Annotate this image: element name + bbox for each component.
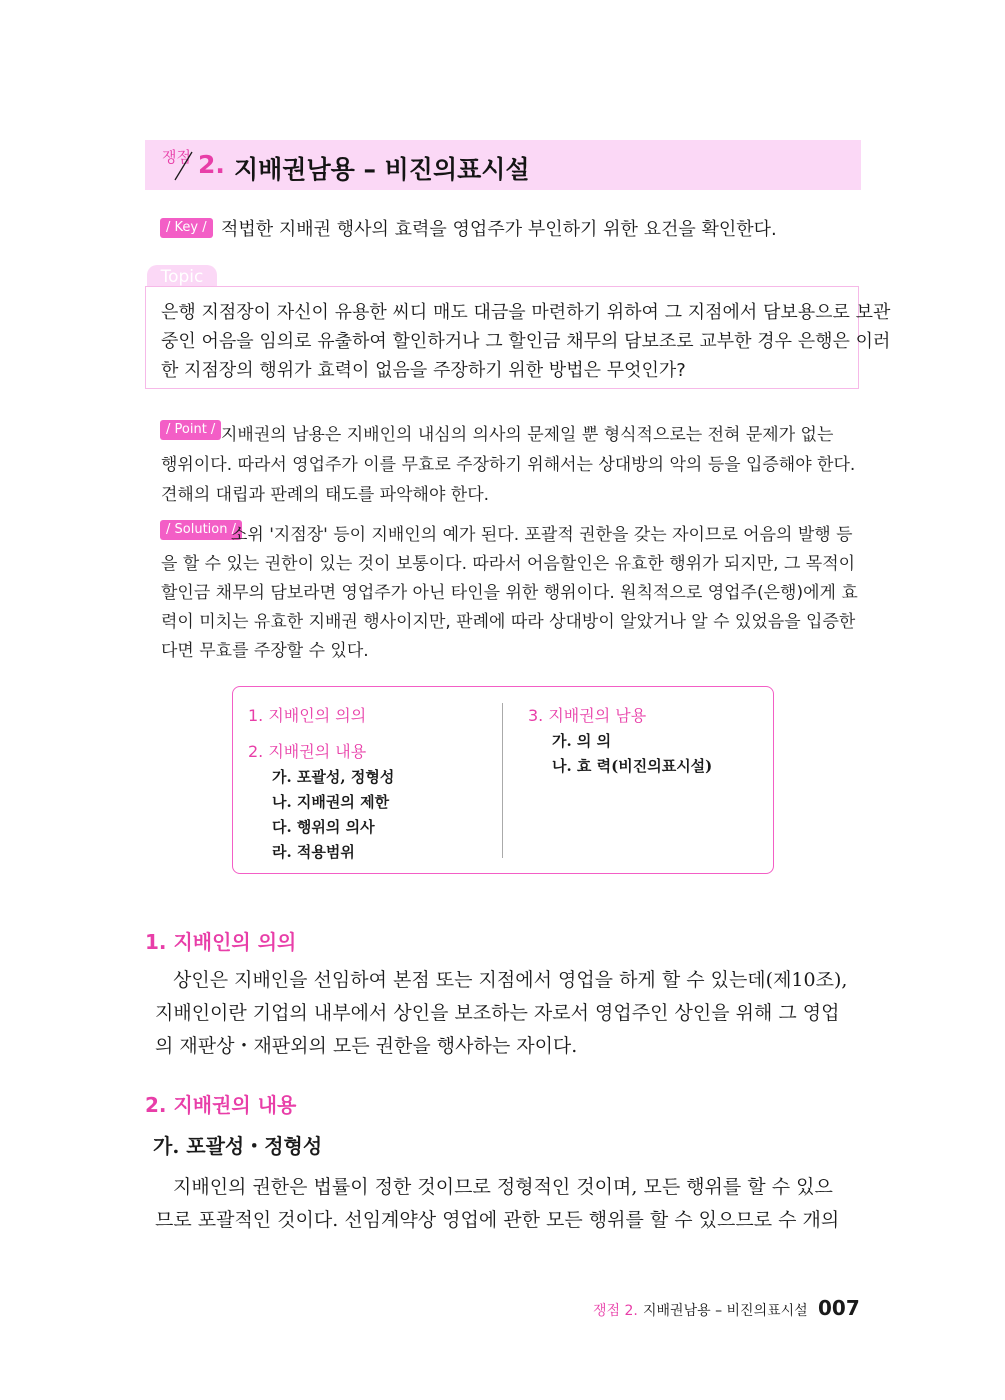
topic-tab: Topic — [147, 265, 217, 287]
outline-subitem: 다. 행위의 의사 — [272, 818, 375, 836]
topic-line: 한 지점장의 행위가 효력이 없음을 주장하기 위한 방법은 무엇인가? — [161, 360, 686, 381]
body-text-line: 지배인이란 기업의 내부에서 상인을 보조하는 자로서 영업주인 상인을 위해 그 영업 — [155, 1002, 840, 1024]
slash-divider-icon — [172, 150, 194, 182]
outline-item: 1. 지배인의 의의 — [248, 706, 367, 725]
page-title: 지배권남용 – 비진의표시설 — [234, 155, 530, 184]
outline-subitem: 가. 포괄성, 정형성 — [272, 768, 395, 786]
point-tag: / Point / — [160, 420, 221, 440]
solution-line: 을 할 수 있는 권한이 있는 것이 보통이다. 따라서 어음할인은 유효한 행위가 되지만, 그 목적이 — [161, 554, 856, 574]
key-tag: / Key / — [160, 218, 213, 238]
footer-title: 지배권남용 – 비진의표시설 — [643, 1303, 808, 1319]
solution-line: 력이 미치는 유효한 지배권 행사이지만, 판례에 따라 상대방이 알았거나 알 수 있었음을 입증한 — [161, 612, 856, 632]
issue-label: 쟁점 — [162, 148, 191, 166]
topic-line: 중인 어음을 임의로 유출하여 할인하거나 그 할인금 채무의 담보조로 교부한 경우 은행은 이러 — [161, 331, 891, 352]
outline-divider — [502, 703, 503, 858]
point-line: 지배권의 남용은 지배인의 내심의 의사의 문제일 뿐 형식적으로는 전혀 문제가 없는 — [221, 425, 834, 445]
page-number: 007 — [818, 1296, 860, 1320]
outline-subitem: 가. 의 의 — [552, 732, 612, 750]
body-text-line: 므로 포괄적인 것이다. 선임계약상 영업에 관한 모든 행위를 할 수 있으므로 수 개의 — [155, 1209, 840, 1231]
key-text: 적법한 지배권 행사의 효력을 영업주가 부인하기 위한 요건을 확인한다. — [221, 219, 777, 240]
issue-number: 2. — [198, 150, 225, 179]
outline-subitem: 나. 지배권의 제한 — [272, 793, 390, 811]
solution-line: 소위 '지점장' 등이 지배인의 예가 된다. 포괄적 권한을 갖는 자이므로 어음의 발행 등 — [231, 525, 853, 545]
subsection-heading: 가. 포괄성・정형성 — [153, 1134, 323, 1158]
outline-subitem: 라. 적용범위 — [272, 843, 355, 861]
outline-item: 2. 지배권의 내용 — [248, 742, 367, 761]
solution-line: 할인금 채무의 담보라면 영업주가 아닌 타인을 위한 행위이다. 원칙적으로 영업주(은행)에게 효 — [161, 583, 858, 603]
body-text-line: 의 재판상・재판외의 모든 권한을 행사하는 자이다. — [155, 1035, 578, 1057]
body-text-line: 지배인의 권한은 법률이 정한 것이므로 정형적인 것이며, 모든 행위를 할 수 있으 — [173, 1176, 833, 1198]
outline-subitem: 나. 효 력(비진의표시설) — [552, 757, 713, 775]
solution-tag: / Solution / — [160, 520, 242, 540]
footer-issue: 쟁점 2. — [593, 1303, 638, 1319]
body-text-line: 상인은 지배인을 선임하여 본점 또는 지점에서 영업을 하게 할 수 있는데(제10조), — [173, 969, 848, 991]
point-line: 견해의 대립과 판례의 태도를 파악해야 한다. — [161, 485, 490, 505]
outline-item: 3. 지배권의 남용 — [528, 706, 647, 725]
point-line: 행위이다. 따라서 영업주가 이를 무효로 주장하기 위해서는 상대방의 악의 등을 입증해야 한다. — [161, 455, 856, 475]
solution-line: 다면 무효를 주장할 수 있다. — [161, 641, 369, 661]
section-heading: 1. 지배인의 의의 — [145, 930, 297, 954]
section-heading: 2. 지배권의 내용 — [145, 1093, 297, 1117]
topic-line: 은행 지점장이 자신이 유용한 씨디 매도 대금을 마련하기 위하여 그 지점에서 담보용으로 보관 — [161, 302, 891, 323]
